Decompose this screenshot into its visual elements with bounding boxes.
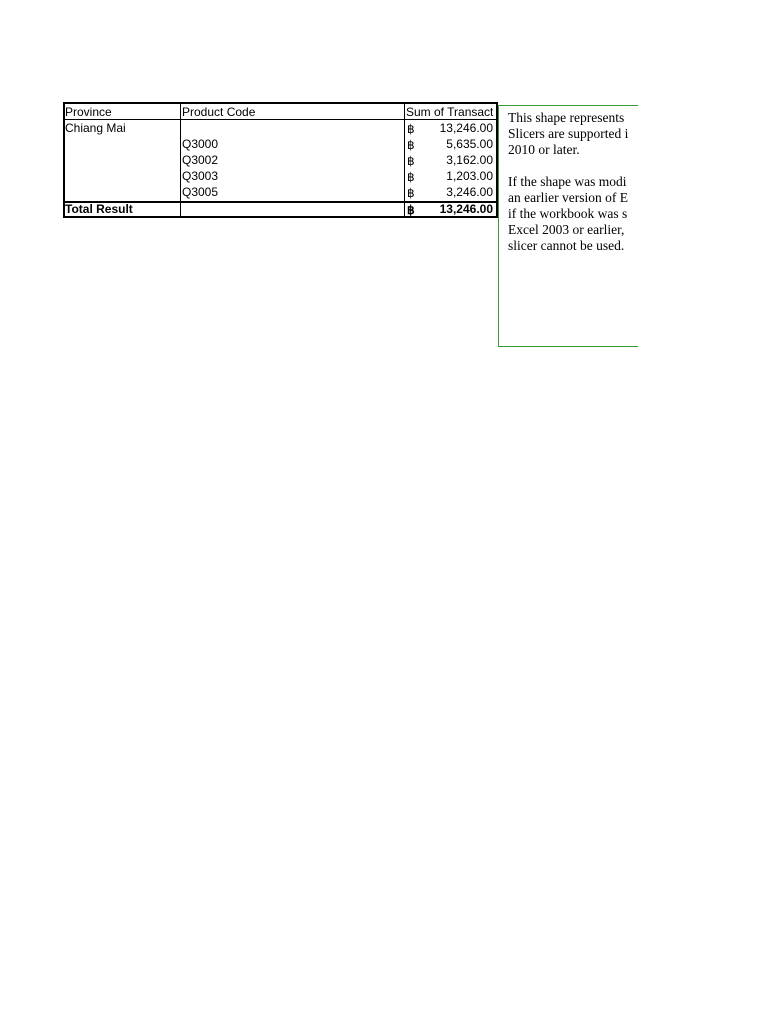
amount-cell[interactable]: 3,246.00: [446, 185, 493, 199]
slicer-note-paragraph: This shape represents Slicers are supported i 2010 or later.: [508, 110, 629, 157]
slicer-placeholder-shape[interactable]: [498, 105, 638, 347]
province-cell[interactable]: Chiang Mai: [65, 121, 126, 135]
currency-symbol: ฿: [407, 138, 415, 152]
product-code-cell[interactable]: Q3005: [182, 185, 219, 199]
amount-cell[interactable]: 1,203.00: [446, 169, 493, 183]
column-divider: [404, 104, 405, 216]
header-product-code[interactable]: Product Code: [182, 105, 256, 119]
total-amount[interactable]: 13,246.00: [439, 202, 493, 216]
total-label[interactable]: Total Result: [65, 202, 133, 216]
product-code-cell[interactable]: Q3000: [182, 137, 219, 151]
slicer-note-paragraph: If the shape was modi an earlier version of E if the workbook was s Excel 2003 or earlier, slicer cannot be used.: [508, 174, 628, 253]
currency-symbol: ฿: [407, 203, 415, 217]
column-divider: [180, 104, 181, 216]
header-province[interactable]: Province: [65, 105, 112, 119]
header-sum[interactable]: Sum of Transact: [406, 105, 494, 119]
product-code-cell[interactable]: Q3002: [182, 153, 219, 167]
pivot-table: [63, 102, 498, 218]
product-code-cell[interactable]: Q3003: [182, 169, 219, 183]
currency-symbol: ฿: [407, 122, 415, 136]
currency-symbol: ฿: [407, 170, 415, 184]
currency-symbol: ฿: [407, 154, 415, 168]
amount-cell[interactable]: 3,162.00: [446, 153, 493, 167]
currency-symbol: ฿: [407, 186, 415, 200]
subtotal-amount[interactable]: 13,246.00: [439, 121, 493, 135]
amount-cell[interactable]: 5,635.00: [446, 137, 493, 151]
